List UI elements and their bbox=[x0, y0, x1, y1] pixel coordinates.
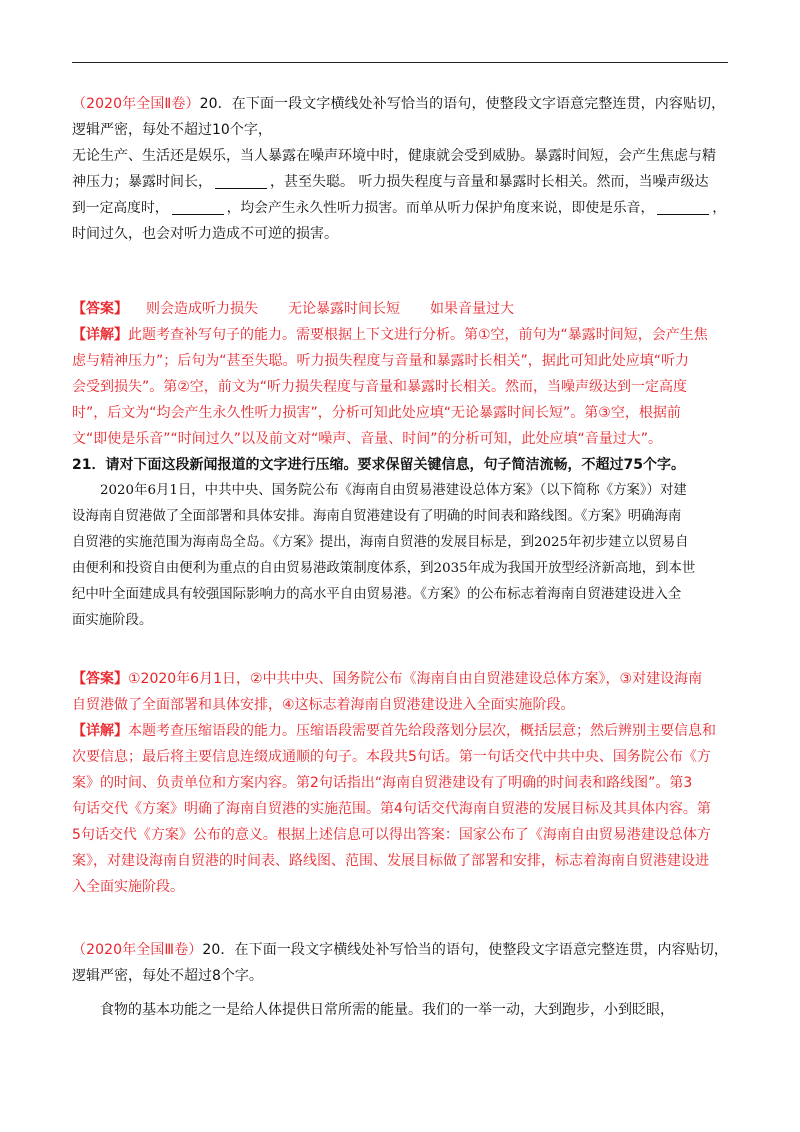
news-line-6: 面实施阶段。 bbox=[72, 613, 153, 628]
detail-label: 【详解】 bbox=[72, 723, 128, 739]
answer-2: 无论暴露时间长短 bbox=[288, 301, 400, 317]
question-20-national-3 bbox=[72, 937, 728, 1023]
question-stem-line-1 bbox=[72, 91, 728, 117]
answer-1: 则会造成听力损失 bbox=[146, 301, 258, 317]
detail-line-3: 会受到损失”。第②空，前文为“听力损失程度与音量和暴露时长相关。然而，当噪声级达到一定高度 bbox=[72, 379, 688, 395]
passage-line-3: 到一定高度时， ，均会产生永久性听力损害。而单从听力保护角度来说，即使是乐音， ， bbox=[72, 200, 727, 216]
detail-line-2: 虑与精神压力”；后句为“甚至失聪。听力损失程度与音量和暴露时长相关”，据此可知此处应填“听力 bbox=[72, 353, 690, 369]
question-stem-line-1 bbox=[72, 937, 728, 963]
news-line-5: 纪中叶全面建成具有较强国际影响力的高水平自由贸易港。《方案》的公布标志着海南自贸港建设进入全 bbox=[72, 587, 682, 602]
news-line-1: 2020年6月1日，中共中央、国务院公布《海南自由贸易港建设总体方案》（以下简称《方案》）对建 bbox=[100, 483, 687, 498]
answer-blank-3 bbox=[657, 200, 709, 215]
news-line-4: 由便利和投资自由便利为重点的自由贸易港政策制度体系，到2035年成为我国开放型经济新高地，到本世 bbox=[72, 561, 696, 576]
passage-line-2: 神压力；暴露时间长， ，甚至失聪。 听力损失程度与音量和暴露时长相关。然而，当噪声级达 bbox=[72, 174, 709, 190]
question-stem-line-2: 逻辑严密，每处不超过10个字， bbox=[72, 122, 272, 138]
passage-line-1: 无论生产、生活还是娱乐，当人暴露在噪声环境中时，健康就会受到威胁。暴露时间短，会产生焦虑与精 bbox=[72, 148, 716, 164]
answer-21-line-2: 自贸港做了全面部署和具体安排，④这标志着海南自贸港建设进入全面实施阶段。 bbox=[72, 697, 575, 713]
answer-3: 如果音量过大 bbox=[430, 301, 514, 317]
passage-line-1: 食物的基本功能之一是给人体提供日常所需的能量。我们的一举一动，大到跑步，小到眨眼， bbox=[100, 1002, 674, 1018]
detail-label: 【详解】 bbox=[72, 327, 128, 343]
detail-21-line-4: 句话交代《方案》明确了海南自贸港的实施范围。第4句话交代海南自贸港的发展目标及其具体内容。第 bbox=[72, 801, 711, 817]
detail-21-line-3: 案》的时间、负责单位和方案内容。第2句话指出“海南自贸港建设有了明确的时间表和路线图”。第3 bbox=[72, 775, 693, 791]
detail-21-line-7: 入全面实施阶段。 bbox=[72, 879, 184, 895]
detail-line-5: 文“即使是乐音”“时间过久”以及前文对“噪声、音量、时间”的分析可知，此处应填“音量过大”。 bbox=[72, 431, 663, 447]
question-source: （2020年全国Ⅲ卷） bbox=[72, 942, 203, 958]
detail-line-4: 时”，后文为“均会产生永久性听力损害”，分析可知此处应填“无论暴露时间长短”。第③空，根据前 bbox=[72, 405, 681, 421]
answer-label: 【答案】 bbox=[72, 301, 128, 317]
question-21-stem: 21．请对下面这段新闻报道的文字进行压缩。要求保留关键信息，句子简洁流畅，不超过75个字。 bbox=[72, 457, 685, 473]
question-source: （2020年全国Ⅱ卷） bbox=[72, 96, 200, 112]
detail-21-line-5: 5句话交代《方案》公布的意义。根据上述信息可以得出答案：国家公布了《海南自由贸易港建设总体方 bbox=[72, 827, 711, 843]
answer-20 bbox=[72, 296, 728, 452]
answer-21-line-1: 【答案】①2020年6月1日，②中共中央、国务院公布《海南自由自贸港建设总体方案》，③对建设海南 bbox=[72, 671, 703, 687]
question-stem-text: 20．在下面一段文字横线处补写恰当的语句，使整段文字语意完整连贯，内容贴切， bbox=[199, 96, 726, 112]
answer-blank-1 bbox=[215, 174, 267, 189]
news-line-3: 自贸港的实施范围为海南岛全岛。《方案》提出，海南自贸港的发展目标是，到2025年初步建立以贸易自 bbox=[72, 535, 689, 550]
answer-line bbox=[72, 296, 728, 322]
question-21 bbox=[72, 452, 728, 634]
answer-21 bbox=[72, 666, 728, 900]
answer-label: 【答案】 bbox=[72, 671, 128, 687]
detail-line-1: 【详解】此题考查补写句子的能力。需要根据上下文进行分析。第①空，前句为“暴露时间短，会产生焦 bbox=[72, 327, 708, 343]
answer-blank-2 bbox=[172, 200, 224, 215]
news-line-2: 设海南自贸港做了全面部署和具体安排。海南自贸港建设有了明确的时间表和路线图。《方案》明确海南 bbox=[72, 509, 682, 524]
question-stem-text: 20．在下面一段文字横线处补写恰当的语句，使整段文字语意完整连贯，内容贴切， bbox=[202, 942, 729, 958]
detail-21-line-2: 次要信息；最后将主要信息连缀成通顺的句子。本段共5句话。第一句话交代中共中央、国务院公布《方 bbox=[72, 749, 711, 765]
passage-line-4: 时间过久，也会对听力造成不可逆的损害。 bbox=[72, 226, 338, 242]
question-20-national-2 bbox=[72, 91, 728, 247]
detail-21-line-1: 【详解】本题考查压缩语段的能力。压缩语段需要首先给段落划分层次，概括层意；然后辨别主要信息和 bbox=[72, 723, 716, 739]
header-rule bbox=[72, 62, 728, 63]
question-stem-line-2: 逻辑严密，每处不超过8个字。 bbox=[72, 968, 263, 984]
detail-21-line-6: 案》，对建设海南自贸港的时间表、路线图、范围、发展目标做了部署和安排，标志着海南自贸港建设进 bbox=[72, 853, 709, 869]
